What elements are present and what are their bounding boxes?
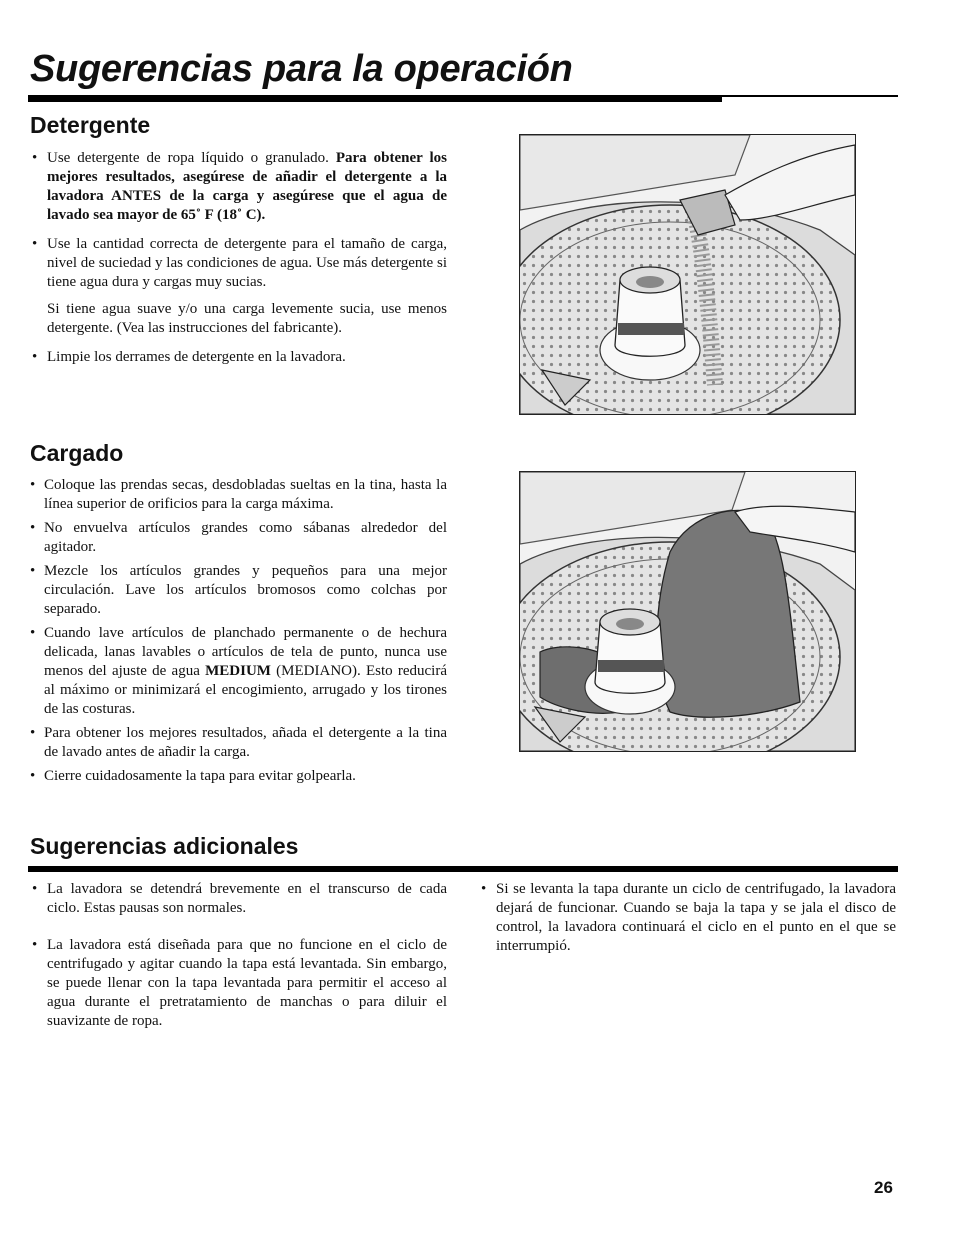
cargado-b6-text: Cierre cuidadosamente la tapa para evitar golpearla.: [44, 768, 356, 784]
list-item: [30, 936, 447, 1031]
detergente-b3-text: Limpie los derrames de detergente en la lavadora.: [47, 349, 346, 365]
cargado-heading: Cargado: [30, 440, 124, 466]
title-rule-thin: [722, 95, 898, 97]
page-title: Sugerencias para la operación: [30, 48, 573, 90]
detergente-b1-bold: Para obtener los mejores resultados, asegúrese de añadir el detergente a la lavadora ANTES de la carga y asegúrese que el agua de lavado sea mayor de 65˚ F (18˚ C).: [47, 150, 447, 223]
adicionales-b1-text: La lavadora se detendrá brevemente en el transcurso de cada ciclo. Estas pausas son normales.: [47, 881, 447, 916]
cargado-b2-text: No envuelva artículos grandes como sábanas alrededor del agitador.: [44, 520, 447, 555]
cargado-b4-bold: MEDIUM: [205, 663, 271, 679]
detergente-b2-continuation: Si tiene agua suave y/o una carga levemente sucia, use menos detergente. (Vea las instrucciones del fabricante).: [47, 301, 447, 336]
adicionales-list-right: [479, 880, 896, 956]
loading-illustration: [519, 471, 856, 752]
cargado-b5-text: Para obtener los mejores resultados, añada el detergente a la tina de lavado antes de añadir la carga.: [44, 725, 447, 760]
adicionales-heading: Sugerencias adicionales: [30, 833, 299, 859]
adicionales-rule: [28, 866, 898, 872]
list-item: [30, 624, 447, 719]
list-item: [30, 235, 447, 338]
list-item: [30, 476, 447, 514]
adicionales-list-left: [30, 880, 447, 1049]
washer-detergent-drawing: [520, 135, 855, 414]
detergente-heading: Detergente: [30, 112, 151, 138]
cargado-b4-text: Cuando lave artículos de planchado permanente o de hechura delicada, lanas lavables o artículos de tela de punto, nunca use menos del ajuste de agua: [44, 625, 447, 679]
cargado-list: [30, 476, 447, 791]
cargado-b3-text: Mezcle los artículos grandes y pequeños para una mejor circulación. Lave los artículos bromosos como colchas por separado.: [44, 563, 447, 617]
washer-loading-drawing: [520, 472, 855, 751]
page-number: 26: [874, 1178, 893, 1197]
list-item: [30, 149, 447, 225]
detergent-illustration: [519, 134, 856, 415]
list-item: [30, 348, 447, 367]
adicionales-b2-text: La lavadora está diseñada para que no funcione en el ciclo de centrifugado y agitar cuando la tapa está levantada. Sin embargo, se puede llenar con la tapa levantada para permitir el acceso al agua durante el pretratamiento de manchas o para diluir el suavizante de ropa.: [47, 937, 447, 1029]
cargado-b1-text: Coloque las prendas secas, desdobladas sueltas en la tina, hasta la línea superior de orificios para la carga máxima.: [44, 477, 447, 512]
adicionales-b3-text: Si se levanta la tapa durante un ciclo de centrifugado, la lavadora dejará de funcionar. Cuando se baja la tapa y se jala el disco de control, la lavadora continuará el ciclo en el punto en el que se interrumpió.: [496, 881, 896, 954]
detergente-b1-text: Use detergente de ropa líquido o granulado.: [47, 150, 336, 166]
title-rule: [28, 95, 722, 102]
detergente-list: [30, 149, 447, 377]
list-item: [30, 562, 447, 619]
detergente-b2-text: Use la cantidad correcta de detergente para el tamaño de carga, nivel de suciedad y las condiciones de agua. Use más detergente si tiene agua dura y cargas muy sucias.: [47, 236, 447, 290]
list-item: [479, 880, 896, 956]
list-item: [30, 880, 447, 918]
list-item: [30, 767, 447, 786]
list-item: [30, 519, 447, 557]
list-item: [30, 724, 447, 762]
cargado-b4-text-end: (MEDIANO). Esto reducirá al máximo or minimizará el encogimiento, arrugado y los tirones de las costuras.: [44, 663, 447, 717]
